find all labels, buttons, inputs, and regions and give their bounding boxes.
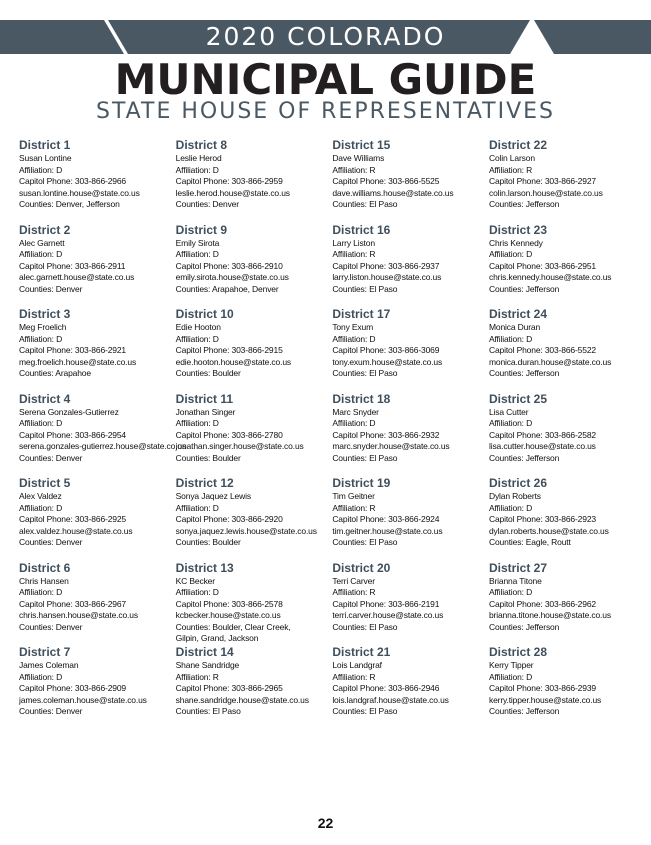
counties: Counties: Denver: [19, 621, 83, 632]
header-banner: [0, 20, 651, 54]
capitol-phone: Capitol Phone: 303-866-2582: [488, 429, 596, 440]
email-address: susan.lontine.house@state.co.us: [19, 187, 140, 198]
representative-name: Terri Carver: [332, 575, 375, 586]
capitol-phone: Capitol Phone: 303-866-2923: [488, 514, 596, 524]
counties: Counties: El Paso: [332, 368, 398, 378]
affiliation: Affiliation: R: [332, 587, 376, 597]
counties: Counties: Boulder: [175, 452, 241, 463]
representative-name: Lisa Cutter: [488, 406, 529, 417]
representative-name: Lois Landgraf: [332, 660, 382, 670]
representative-name: Brianna Titone: [488, 575, 542, 586]
representative-name: Leslie Herod: [175, 153, 222, 163]
email-address: lisa.cutter.house@state.co.us: [488, 441, 596, 451]
affiliation: Affiliation: D: [488, 418, 533, 428]
representative-name: James Coleman: [19, 660, 79, 670]
counties: Counties: El Paso: [332, 706, 398, 716]
affiliation: Affiliation: D: [488, 333, 533, 344]
representative-name: Kerry Tipper: [488, 660, 534, 670]
capitol-phone: Capitol Phone: 303-866-2937: [332, 260, 440, 271]
representative-name: Alex Valdez: [19, 491, 62, 501]
counties: Counties: Denver: [19, 537, 83, 547]
affiliation: Affiliation: R: [175, 671, 219, 682]
email-address: lois.landgraf.house@state.co.us: [332, 694, 449, 705]
district-heading: District 24: [488, 307, 547, 321]
capitol-phone: Capitol Phone: 303-866-2954: [19, 429, 127, 440]
district-entry: [176, 392, 326, 477]
capitol-phone: Capitol Phone: 303-866-5525: [332, 176, 440, 186]
affiliation: Affiliation: D: [175, 333, 219, 344]
email-address: shane.sandridge.house@state.co.us: [175, 694, 309, 705]
representative-name: Sonya Jaquez Lewis: [175, 491, 251, 501]
affiliation: Affiliation: R: [332, 249, 376, 259]
counties: Counties: Arapahoe, Denver: [175, 283, 279, 294]
email-address: monica.duran.house@state.co.us: [488, 356, 612, 367]
representative-name: Serena Gonzales-Gutierrez: [19, 406, 119, 417]
capitol-phone: Capitol Phone: 303-866-2939: [488, 683, 596, 693]
district-heading: District 8: [175, 138, 228, 152]
email-address: kerry.tipper.house@state.co.us: [488, 694, 602, 705]
email-address: james.coleman.house@state.co.us: [19, 694, 147, 705]
district-heading: District 16: [332, 222, 391, 237]
capitol-phone: Capitol Phone: 303-866-2578: [175, 598, 283, 609]
email-address: kcbecker.house@state.co.us: [175, 610, 281, 620]
affiliation: Affiliation: D: [19, 587, 63, 597]
email-address: marc.snyder.house@state.co.us: [332, 441, 450, 451]
capitol-phone: Capitol Phone: 303-866-2920: [175, 514, 283, 524]
capitol-phone: Capitol Phone: 303-866-2191: [332, 598, 440, 609]
district-entry: [176, 307, 326, 392]
district-entry: [332, 476, 482, 561]
district-heading: District 21: [332, 645, 391, 659]
affiliation: Affiliation: D: [19, 502, 63, 513]
representative-name: Monica Duran: [488, 322, 541, 332]
district-entry: [176, 223, 326, 308]
representative-name: Colin Larson: [488, 153, 535, 163]
district-entry: [332, 307, 482, 392]
email-address: tony.exum.house@state.co.us: [332, 356, 443, 367]
email-address: brianna.titone.house@state.co.us: [488, 610, 611, 620]
capitol-phone: Capitol Phone: 303-866-2967: [19, 598, 127, 609]
representative-name: Jonathan Singer: [175, 406, 236, 417]
affiliation: Affiliation: D: [332, 418, 376, 428]
district-entry: [176, 138, 326, 223]
counties: Counties: Jefferson: [488, 706, 560, 716]
district-entry: [19, 138, 169, 223]
district-heading: District 19: [332, 476, 391, 490]
capitol-phone: Capitol Phone: 303-866-2966: [19, 176, 127, 186]
page-title: MUNICIPAL GUIDE: [114, 55, 537, 104]
district-entry: [332, 223, 482, 308]
representative-name: Larry Liston: [332, 237, 375, 248]
counties: Counties: Boulder: [175, 537, 241, 547]
email-address: dave.williams.house@state.co.us: [332, 187, 454, 198]
capitol-phone: Capitol Phone: 303-866-2910: [175, 260, 283, 271]
affiliation: Affiliation: D: [488, 671, 533, 682]
affiliation: Affiliation: D: [19, 418, 63, 428]
email-address: alex.valdez.house@state.co.us: [19, 525, 133, 536]
district-heading: District 2: [19, 222, 71, 237]
counties: Counties: Boulder: [175, 368, 241, 378]
capitol-phone: Capitol Phone: 303-866-2925: [19, 514, 127, 524]
page-number: 22: [317, 815, 334, 831]
email-address: serena.gonzales-gutierrez.house@state.co.us: [19, 441, 187, 451]
representative-name: Susan Lontine: [19, 153, 72, 163]
affiliation: Affiliation: D: [175, 418, 219, 428]
district-entry: [19, 223, 169, 308]
email-address: chris.kennedy.house@state.co.us: [488, 272, 612, 282]
representative-name: Dylan Roberts: [488, 491, 541, 501]
capitol-phone: Capitol Phone: 303-866-2962: [488, 598, 596, 609]
counties: Counties: El Paso: [332, 621, 398, 632]
capitol-phone: Capitol Phone: 303-866-3069: [332, 345, 440, 355]
district-heading: District 18: [332, 391, 391, 406]
counties: Counties: Boulder, Clear Creek, Gilpin, Grand, Jackson: [175, 621, 291, 643]
capitol-phone: Capitol Phone: 303-866-2951: [488, 260, 596, 271]
directory-column-1: [19, 138, 187, 730]
representative-name: Meg Froelich: [19, 322, 67, 332]
capitol-phone: Capitol Phone: 303-866-2780: [175, 429, 283, 440]
affiliation: Affiliation: R: [488, 164, 533, 175]
counties: Counties: Denver: [175, 199, 239, 209]
email-address: jonathan.singer.house@state.co.us: [175, 441, 304, 451]
affiliation: Affiliation: D: [488, 587, 533, 597]
district-entry: [19, 561, 169, 646]
email-address: emily.sirota.house@state.co.us: [175, 272, 289, 282]
affiliation: Affiliation: D: [175, 249, 219, 259]
representative-name: Edie Hooton: [175, 322, 221, 332]
affiliation: Affiliation: D: [332, 333, 376, 344]
district-entry: [19, 645, 169, 730]
district-heading: District 26: [488, 476, 547, 490]
district-heading: District 5: [19, 476, 71, 490]
affiliation: Affiliation: D: [175, 164, 219, 175]
district-heading: District 10: [175, 307, 234, 321]
district-directory: [19, 138, 639, 730]
directory-column-3: [332, 138, 482, 730]
district-entry: [19, 307, 169, 392]
district-entry: [19, 476, 169, 561]
capitol-phone: Capitol Phone: 303-866-2911: [19, 260, 126, 271]
district-heading: District 11: [175, 391, 234, 406]
capitol-phone: Capitol Phone: 303-866-2909: [19, 683, 127, 693]
counties: Counties: El Paso: [175, 706, 241, 716]
district-heading: District 12: [175, 476, 234, 490]
representative-name: Alec Garnett: [19, 237, 65, 248]
counties: Counties: El Paso: [332, 537, 398, 547]
district-heading: District 6: [19, 560, 71, 575]
directory-column-4: [489, 138, 639, 730]
counties: Counties: Denver, Jefferson: [19, 199, 120, 209]
district-entry: [19, 391, 187, 477]
counties: Counties: El Paso: [332, 452, 398, 463]
email-address: edie.hooton.house@state.co.us: [175, 356, 291, 367]
email-address: colin.larson.house@state.co.us: [488, 187, 603, 198]
district-entry: [489, 476, 639, 561]
district-entry: [332, 392, 482, 477]
capitol-phone: Capitol Phone: 303-866-2927: [488, 176, 596, 186]
affiliation: Affiliation: R: [332, 502, 376, 513]
affiliation: Affiliation: R: [332, 164, 376, 175]
district-entry: [332, 561, 482, 646]
representative-name: Emily Sirota: [175, 237, 220, 248]
counties: Counties: Jefferson: [488, 283, 560, 294]
counties: Counties: Jefferson: [488, 621, 560, 632]
district-heading: District 4: [19, 391, 71, 406]
district-entry: [489, 138, 639, 223]
capitol-phone: Capitol Phone: 303-866-2921: [19, 345, 127, 355]
email-address: dylan.roberts.house@state.co.us: [488, 525, 609, 536]
counties: Counties: El Paso: [332, 199, 398, 209]
email-address: terri.carver.house@state.co.us: [332, 610, 444, 620]
affiliation: Affiliation: D: [488, 249, 533, 259]
email-address: meg.froelich.house@state.co.us: [19, 356, 137, 367]
representative-name: Tim Geitner: [332, 491, 375, 501]
district-entry: [489, 307, 639, 392]
email-address: leslie.herod.house@state.co.us: [175, 187, 290, 198]
representative-name: KC Becker: [175, 575, 215, 586]
district-entry: [332, 138, 482, 223]
directory-column-2: [176, 138, 326, 730]
counties: Counties: Jefferson: [488, 199, 560, 209]
district-entry: [176, 561, 326, 646]
district-entry: [489, 561, 639, 646]
district-heading: District 1: [19, 138, 71, 152]
representative-name: Tony Exum: [332, 322, 374, 332]
capitol-phone: Capitol Phone: 303-866-2946: [332, 683, 440, 693]
counties: Counties: Denver: [19, 452, 83, 463]
district-heading: District 27: [488, 560, 547, 575]
affiliation: Affiliation: D: [488, 502, 533, 513]
affiliation: Affiliation: D: [19, 333, 63, 344]
district-heading: District 14: [175, 645, 234, 659]
email-address: sonya.jaquez.lewis.house@state.co.us: [175, 525, 317, 536]
district-entry: [489, 645, 639, 730]
affiliation: Affiliation: D: [175, 587, 219, 597]
district-heading: District 25: [488, 391, 547, 406]
district-heading: District 13: [175, 560, 234, 575]
representative-name: Marc Snyder: [332, 406, 379, 417]
email-address: larry.liston.house@state.co.us: [332, 272, 442, 282]
district-entry: [176, 476, 326, 561]
page-subtitle: STATE HOUSE OF REPRESENTATIVES: [95, 99, 556, 124]
district-heading: District 23: [488, 222, 547, 237]
affiliation: Affiliation: D: [175, 502, 219, 513]
counties: Counties: Jefferson: [488, 452, 560, 463]
district-heading: District 20: [332, 560, 391, 575]
district-entry: [176, 645, 326, 730]
email-address: tim.geitner.house@state.co.us: [332, 525, 443, 536]
counties: Counties: Arapahoe: [19, 368, 91, 378]
capitol-phone: Capitol Phone: 303-866-2965: [175, 683, 283, 693]
capitol-phone: Capitol Phone: 303-866-2915: [175, 345, 283, 355]
district-heading: District 22: [488, 138, 547, 152]
affiliation: Affiliation: R: [332, 671, 376, 682]
counties: Counties: Denver: [19, 706, 83, 716]
counties: Counties: Denver: [19, 283, 83, 294]
district-heading: District 3: [19, 307, 71, 321]
district-heading: District 17: [332, 307, 391, 321]
district-heading: District 9: [175, 222, 228, 237]
district-heading: District 28: [488, 645, 547, 659]
capitol-phone: Capitol Phone: 303-866-2959: [175, 176, 283, 186]
representative-name: Chris Hansen: [19, 575, 69, 586]
representative-name: Dave Williams: [332, 153, 385, 163]
district-heading: District 7: [19, 645, 71, 659]
affiliation: Affiliation: D: [19, 164, 63, 175]
district-entry: [332, 645, 482, 730]
capitol-phone: Capitol Phone: 303-866-2932: [332, 429, 440, 440]
banner-title: 2020 COLORADO: [205, 22, 446, 51]
counties: Counties: Eagle, Routt: [488, 537, 571, 547]
district-heading: District 15: [332, 138, 391, 152]
counties: Counties: El Paso: [332, 283, 398, 294]
email-address: chris.hansen.house@state.co.us: [19, 610, 138, 620]
affiliation: Affiliation: D: [19, 249, 63, 259]
representative-name: Chris Kennedy: [488, 237, 543, 248]
counties: Counties: Jefferson: [488, 368, 560, 378]
district-entry: [489, 223, 639, 308]
representative-name: Shane Sandridge: [175, 660, 240, 670]
capitol-phone: Capitol Phone: 303-866-5522: [488, 345, 596, 355]
capitol-phone: Capitol Phone: 303-866-2924: [332, 514, 440, 524]
email-address: alec.garnett.house@state.co.us: [19, 272, 135, 282]
district-entry: [489, 392, 639, 477]
affiliation: Affiliation: D: [19, 671, 63, 682]
